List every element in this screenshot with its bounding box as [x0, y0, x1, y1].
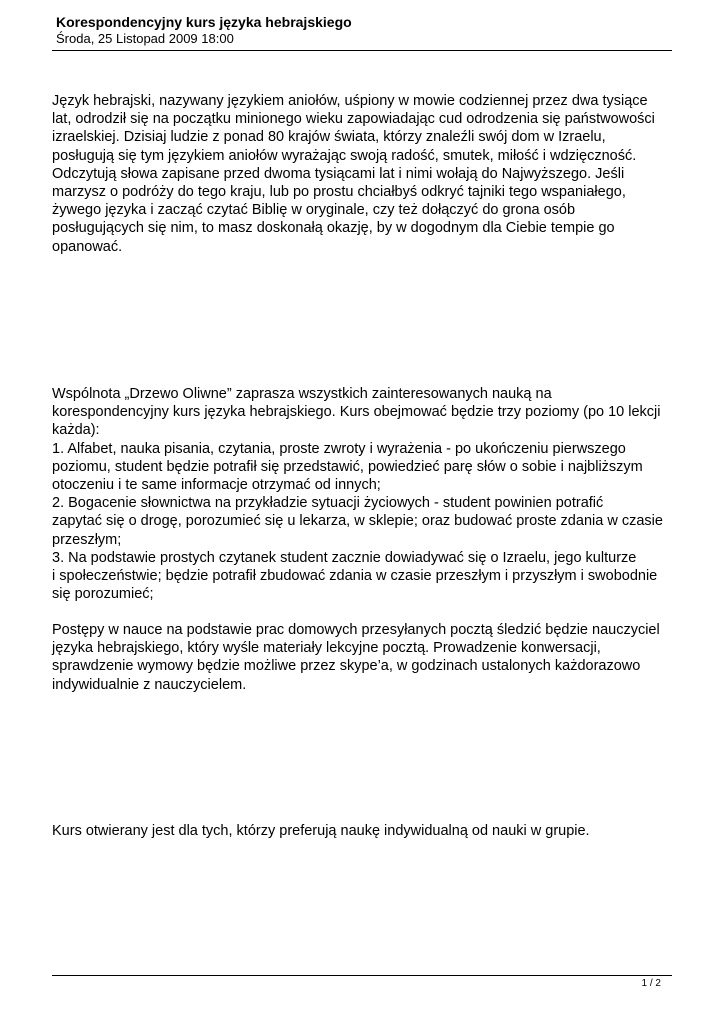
paragraph-course-levels: Wspólnota „Drzewo Oliwne” zaprasza wszystkich zainteresowanych nauką na korespondencyjny kurs języka hebrajskiego. Kurs obejmować będzie trzy poziomy (po 10 lekcji każda): 1. Alfabet, nauka pisania, czytania, proste zwroty i wyrażenia - po ukończeniu pierwszego poziomu, student będzie potrafił się przedstawić, powiedzieć parę słów o sobie i najbliższym otoczeniu i te same informacje otrzymać od innych; 2. Bogacenie słownictwa na przykładzie sytuacji życiowych - student powinien potrafić zapytać się o drogę, porozumieć się u lekarza, w sklepie; oraz budować proste zdania w czasie przeszłym; 3. Na podstawie prostych czytanek student zacznie dowiadywać się o Izraelu, jego kulturze i społeczeństwie; będzie potrafił zbudować zdania w czasie przeszłym i przyszłym i swobodnie się porozumieć;	[52, 386, 663, 603]
paragraph-progress: Postępy w nauce na podstawie prac domowych przesyłanych pocztą śledzić będzie nauczyciel języka hebrajskiego, który wyśle materiały lekcyjne pocztą. Prowadzenie konwersacji, sprawdzenie wymowy będzie możliwe przez skype’a, w godzinach ustalonych każdorazowo indywidualnie z nauczycielem.	[52, 622, 660, 693]
paragraph-introduction: Język hebrajski, nazywany językiem aniołów, uśpiony w mowie codziennej przez dwa tysiące lat, odrodził się na początku minionego wieku zapowiadając cud odrodzenia się państwowości izraelskiej. Dzisiaj ludzie z ponad 80 krajów świata, którzy znaleźli swój dom w Izraelu, posługują się tym językiem aniołów wyrażając swoją radość, smutek, miłość i wdzięczność. Odczytują słowa zapisane przed dwoma tysiącami lat i nimi wołają do Najwyższego. Jeśli marzysz o podróży do tego kraju, lub po prostu chciałbyś odkryć tajniki tego wspaniałego, żywego języka i zacząć czytać Biblię w oryginale, czy też dołączyć do grona osób posługujących się nim, to masz doskonałą okazję, by w dogodnym dla Ciebie tempie go opanować.	[52, 93, 655, 255]
footer-divider	[52, 975, 672, 976]
header-divider	[52, 50, 672, 51]
paragraph-audience: Kurs otwierany jest dla tych, którzy preferują naukę indywidualną od nauki w grupie.	[52, 823, 590, 839]
document-header	[56, 14, 352, 47]
publication-date: Środa, 25 Listopad 2009 18:00	[56, 31, 234, 46]
document-title: Korespondencyjny kurs języka hebrajskiego	[56, 14, 352, 30]
page-number: 1 / 2	[641, 978, 661, 989]
